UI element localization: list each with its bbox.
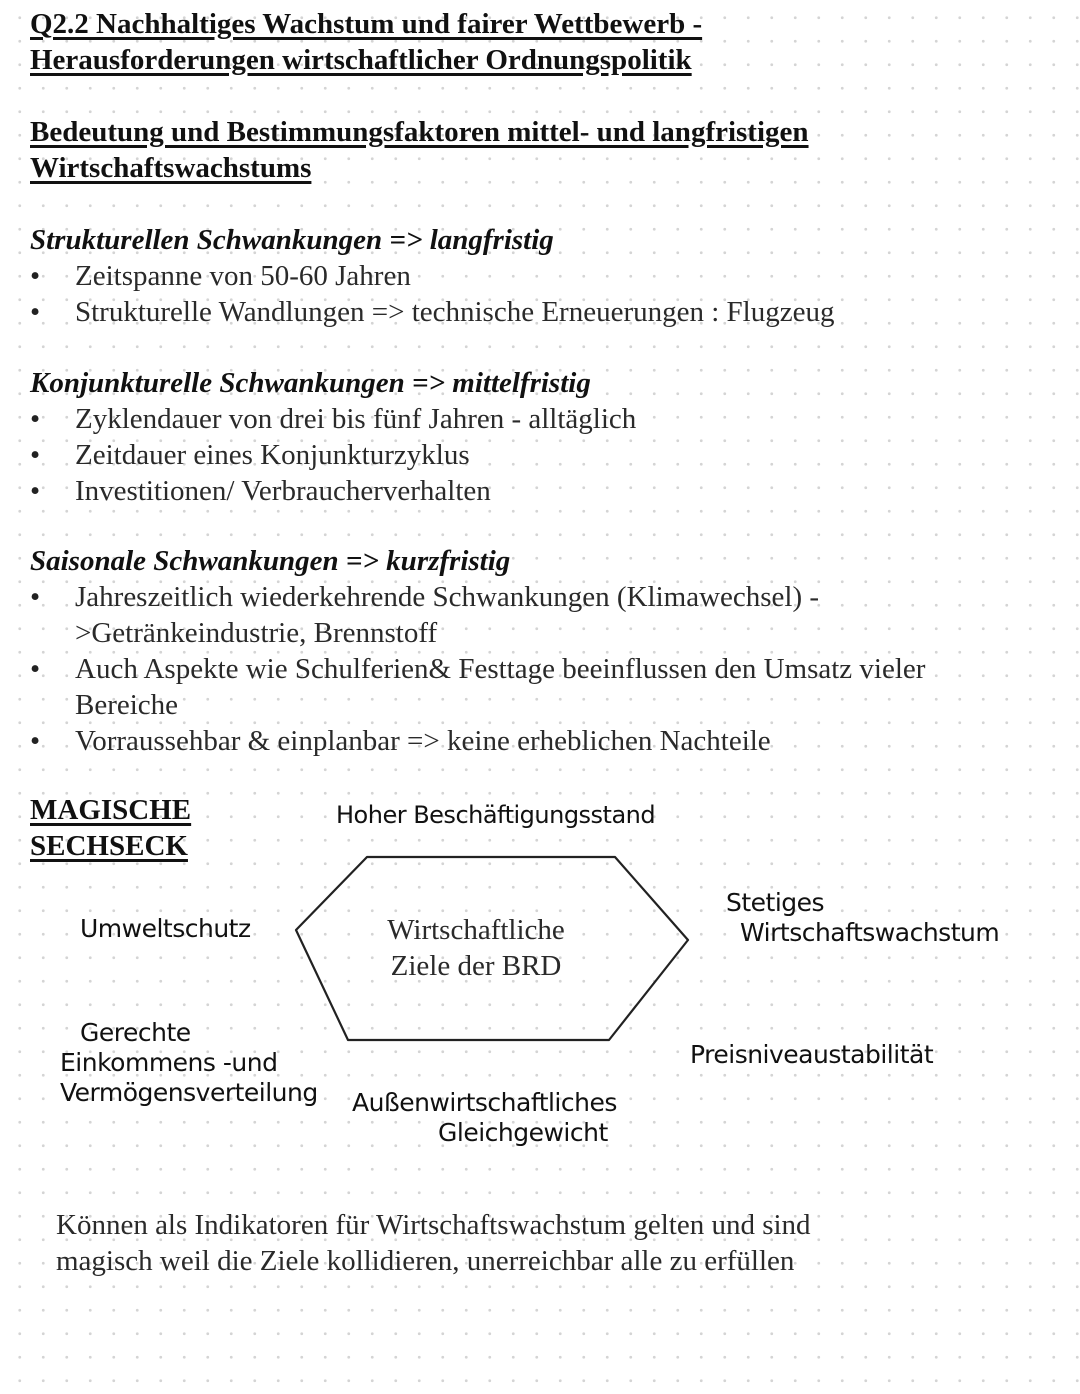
goal-external-line-1: Außenwirtschaftliches xyxy=(352,1088,617,1117)
list-item: • Investitionen/ Verbraucherverhalten xyxy=(30,473,1030,509)
list-item: • Jahreszeitlich wiederkehrende Schwankungen (Klimawechsel) ->Getränkeindustrie, Brennstoff xyxy=(30,579,875,651)
hexagon-heading-line-1: MAGISCHE xyxy=(30,794,192,826)
goal-external-balance xyxy=(352,1088,617,1148)
list-item: • Zeitspanne von 50-60 Jahren xyxy=(30,258,1030,294)
hexagon-center-label xyxy=(376,912,576,984)
center-line-1: Wirtschaftliche xyxy=(387,914,565,946)
conclusion-text: Können als Indikatoren für Wirtschaftswachstum gelten und sind magisch weil die Ziele kollidieren, unerreichbar alle zu erfüllen xyxy=(56,1209,811,1277)
goal-employment: Hoher Beschäftigungsstand xyxy=(336,801,656,829)
goal-growth xyxy=(726,888,999,948)
goal-growth-line-2: Wirtschaftswachstum xyxy=(740,918,1000,947)
goal-price-stability: Preisniveaustabilität xyxy=(690,1040,934,1069)
goal-distribution-line-2: Einkommens -und xyxy=(60,1048,278,1077)
hexagon-heading-line-2: SECHSECK xyxy=(30,830,188,862)
goal-environment: Umweltschutz xyxy=(80,914,251,943)
goal-distribution-line-1: Gerechte xyxy=(80,1018,191,1047)
goal-distribution xyxy=(60,1018,318,1108)
subtitle-line-2: Wirtschaftswachstums xyxy=(30,152,312,184)
section-heading: Saisonale Schwankungen => kurzfristig xyxy=(30,545,511,577)
goal-external-line-2: Gleichgewicht xyxy=(438,1118,608,1147)
title-line-2: Herausforderungen wirtschaftlicher Ordnungspolitik xyxy=(30,44,692,76)
section-heading: Konjunkturelle Schwankungen => mittelfristig xyxy=(30,367,591,399)
goal-growth-line-1: Stetiges xyxy=(726,888,825,917)
list-item: • Zyklendauer von drei bis fünf Jahren - alltäglich xyxy=(30,401,1030,437)
list-item: • Auch Aspekte wie Schulferien& Festtage beeinflussen den Umsatz vieler Bereiche xyxy=(30,651,1005,723)
list-item: • Zeitdauer eines Konjunkturzyklus xyxy=(30,437,1030,473)
section-heading: Strukturellen Schwankungen => langfristig xyxy=(30,224,554,256)
title-line-1: Q2.2 Nachhaltiges Wachstum und fairer Wettbewerb - xyxy=(30,8,703,40)
goal-distribution-line-3: Vermögensverteilung xyxy=(60,1078,318,1107)
subtitle-line-1: Bedeutung und Bestimmungsfaktoren mittel- und langfristigen xyxy=(30,116,809,148)
list-item: • Vorraussehbar & einplanbar => keine erheblichen Nachteile xyxy=(30,723,1010,759)
list-item: • Strukturelle Wandlungen => technische Erneuerungen : Flugzeug xyxy=(30,294,1030,330)
center-line-2: Ziele der BRD xyxy=(390,950,562,982)
